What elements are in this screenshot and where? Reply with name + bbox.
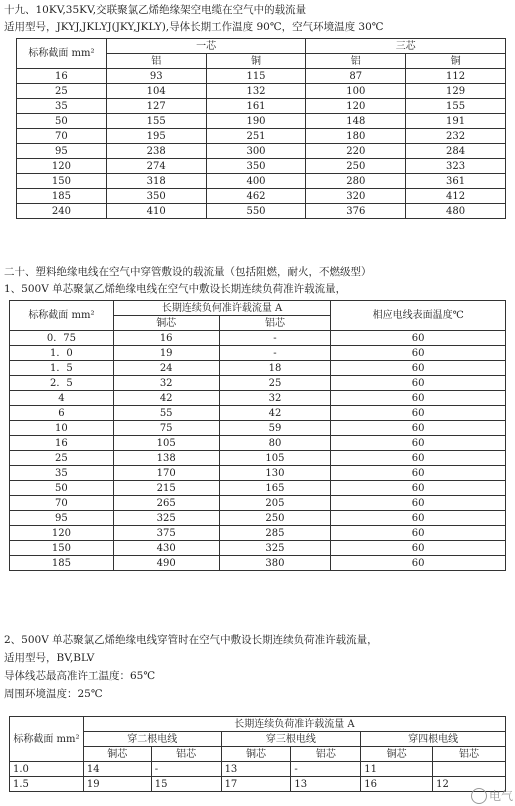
table-row (10, 466, 506, 481)
table-cell: 375 (113, 526, 219, 541)
table-cell: 24 (113, 361, 219, 376)
table-cell: 318 (106, 174, 206, 189)
table-cell: 4 (10, 391, 114, 406)
table-row (10, 451, 506, 466)
header-cu: 铜 (206, 54, 306, 69)
header-cu: 铜芯 (361, 747, 433, 762)
table-row (17, 114, 506, 129)
table-cell: 25 (17, 84, 107, 99)
section20-2-model: 适用型号，BV,BLV (4, 652, 95, 664)
table-cell: 70 (17, 129, 107, 144)
table-cell (433, 762, 506, 777)
table-cell: 60 (331, 421, 506, 436)
table-cell: 148 (306, 114, 406, 129)
table-cell: 95 (17, 144, 107, 159)
table-cell: 70 (10, 496, 114, 511)
table-body (10, 762, 506, 792)
table-cable-ampacity-overhead (16, 38, 506, 219)
table-row (10, 331, 506, 346)
table-body (10, 331, 506, 571)
table-cell: 75 (113, 421, 219, 436)
table-cell: - (219, 346, 331, 361)
header-section: 标称截面 mm² (17, 39, 107, 69)
table-cell: 105 (113, 436, 219, 451)
table-cell: 320 (306, 189, 406, 204)
watermark (471, 787, 513, 805)
table-wire-in-conduit-ampacity (9, 716, 506, 792)
table-cell: 325 (113, 511, 219, 526)
table-row (10, 541, 506, 556)
table-cell: 350 (106, 189, 206, 204)
table-row (10, 777, 506, 792)
table-row (17, 129, 506, 144)
table-cell: 300 (206, 144, 306, 159)
header-cu: 铜芯 (113, 316, 219, 331)
section20-title: 二十、塑料绝缘电线在空气中穿管敷设的载流量（包括阻燃，耐火，不燃级型） (4, 266, 372, 278)
table-cell: 60 (331, 511, 506, 526)
table-cell: 323 (406, 159, 506, 174)
table-row (17, 159, 506, 174)
header-three-core: 三芯 (306, 39, 506, 54)
table-cell: 130 (219, 466, 331, 481)
table-row (10, 391, 506, 406)
table-cell: 60 (331, 496, 506, 511)
header-al: 铝芯 (291, 747, 361, 762)
table-cell: 32 (113, 376, 219, 391)
table-cell: 195 (106, 129, 206, 144)
table-cell: 13 (291, 777, 361, 792)
header-al: 铝芯 (219, 316, 331, 331)
table-cell: 1.5 (10, 777, 84, 792)
table-cell: 12 (433, 777, 506, 792)
table-cell: 16 (361, 777, 433, 792)
table-cell: 1．5 (10, 361, 114, 376)
table-cell: 412 (406, 189, 506, 204)
table-cell: 16 (17, 69, 107, 84)
table-cell: 60 (331, 346, 506, 361)
table-cell: 220 (306, 144, 406, 159)
table-cell: 251 (206, 129, 306, 144)
table-cell: 205 (219, 496, 331, 511)
table-cell: 60 (331, 406, 506, 421)
table-cell: 400 (206, 174, 306, 189)
table-cell: 50 (17, 114, 107, 129)
table-cell: 127 (106, 99, 206, 114)
table-cell: - (151, 762, 221, 777)
header-temp: 相应电线表面温度℃ (331, 301, 506, 331)
table-cell: 80 (219, 436, 331, 451)
table-cell: 155 (106, 114, 206, 129)
table-row (10, 436, 506, 451)
table-cell: 185 (10, 556, 114, 571)
table-cell: 95 (10, 511, 114, 526)
header-al: 铝 (306, 54, 406, 69)
table-cell: 490 (113, 556, 219, 571)
table-cell: 185 (17, 189, 107, 204)
header-three-wires: 穿三根电线 (221, 732, 361, 747)
table-cell: 59 (219, 421, 331, 436)
chat-bubble-icon (471, 788, 487, 804)
table-cell: - (291, 762, 361, 777)
header-section: 标称截面 mm² (10, 301, 114, 331)
table-cell: 60 (331, 481, 506, 496)
table-cell: 430 (113, 541, 219, 556)
table-cell: 19 (113, 346, 219, 361)
table-cell: 155 (406, 99, 506, 114)
table-cell: 60 (331, 331, 506, 346)
table-cell: 284 (406, 144, 506, 159)
table-row (17, 99, 506, 114)
table-cell: 50 (10, 481, 114, 496)
table-row (17, 84, 506, 99)
table-cell: 60 (331, 451, 506, 466)
table-cell: 238 (106, 144, 206, 159)
section20-2-ambient: 周围环境温度：25℃ (4, 688, 103, 700)
table-cell: 17 (221, 777, 291, 792)
table-row (10, 346, 506, 361)
table-row (10, 361, 506, 376)
section20-subtitle: 1、500V 单芯聚氯乙烯绝缘电线在空气中敷设长期连续负荷准许载流量， (4, 283, 347, 295)
table-cell: 60 (331, 436, 506, 451)
section20-2-max-temp: 导体线芯最高准许工温度：65℃ (4, 670, 156, 682)
header-cu: 铜 (406, 54, 506, 69)
table-cell: 462 (206, 189, 306, 204)
table-cell: 161 (206, 99, 306, 114)
table-cell: 325 (219, 541, 331, 556)
table-cell: 87 (306, 69, 406, 84)
table-row (10, 376, 506, 391)
table-cell: 112 (406, 69, 506, 84)
table-cell: 120 (306, 99, 406, 114)
table-cell: 35 (17, 99, 107, 114)
table-cell: 115 (206, 69, 306, 84)
table-cell: 16 (10, 436, 114, 451)
table-cell: 350 (206, 159, 306, 174)
header-al: 铝芯 (433, 747, 506, 762)
table-cell: 42 (113, 391, 219, 406)
table-row (17, 69, 506, 84)
table-cell: 376 (306, 204, 406, 219)
header-al: 铝 (106, 54, 206, 69)
table-row (10, 511, 506, 526)
table-row (10, 421, 506, 436)
header-two-wires: 穿二根电线 (83, 732, 221, 747)
table-cell: - (219, 331, 331, 346)
table-cell: 25 (10, 451, 114, 466)
table-row (10, 556, 506, 571)
table-cell: 250 (219, 511, 331, 526)
table-cell: 215 (113, 481, 219, 496)
table-cell: 10 (10, 421, 114, 436)
table-cell: 13 (221, 762, 291, 777)
header-al: 铝芯 (151, 747, 221, 762)
table-cell: 190 (206, 114, 306, 129)
table-cell: 138 (113, 451, 219, 466)
table-cell: 55 (113, 406, 219, 421)
watermark-text: 电气 (488, 788, 513, 803)
table-cell: 11 (361, 762, 433, 777)
table-cell: 100 (306, 84, 406, 99)
table-cell: 232 (406, 129, 506, 144)
table-row (17, 189, 506, 204)
header-current: 长期连续负荷准许载流量 A (83, 717, 505, 732)
table-cell: 15 (151, 777, 221, 792)
table-cell: 240 (17, 204, 107, 219)
table-cell: 25 (219, 376, 331, 391)
table-cell: 60 (331, 376, 506, 391)
table-row (10, 526, 506, 541)
table-cell: 180 (306, 129, 406, 144)
header-section: 标称截面 mm² (10, 717, 84, 762)
table-cell: 120 (17, 159, 107, 174)
table-cell: 280 (306, 174, 406, 189)
section19-subtitle: 适用型号，JKYJ,JKLYJ(JKY,JKLY),导体长期工作温度 90℃，空气环境温度 30℃ (4, 21, 384, 33)
table-cell: 380 (219, 556, 331, 571)
table-cell: 1.0 (10, 762, 84, 777)
table-cell: 105 (219, 451, 331, 466)
table-cell: 104 (106, 84, 206, 99)
table-cell: 274 (106, 159, 206, 174)
table-cell: 132 (206, 84, 306, 99)
table-row (17, 174, 506, 189)
table-cell: 285 (219, 526, 331, 541)
table-cell: 60 (331, 391, 506, 406)
table-cell: 150 (17, 174, 107, 189)
table-cell: 93 (106, 69, 206, 84)
table-cell: 60 (331, 526, 506, 541)
table-cell: 35 (10, 466, 114, 481)
table-row (10, 406, 506, 421)
header-four-wires: 穿四根电线 (361, 732, 506, 747)
table-cell: 42 (219, 406, 331, 421)
table-cell: 191 (406, 114, 506, 129)
table-cell: 60 (331, 466, 506, 481)
table-single-core-wire-ampacity (9, 300, 506, 571)
table-cell: 19 (83, 777, 151, 792)
table-cell: 120 (10, 526, 114, 541)
header-one-core: 一芯 (106, 39, 306, 54)
table-cell: 550 (206, 204, 306, 219)
table-cell: 165 (219, 481, 331, 496)
table-row (10, 481, 506, 496)
table-cell: 265 (113, 496, 219, 511)
table-cell: 60 (331, 361, 506, 376)
table-cell: 2．5 (10, 376, 114, 391)
table-cell: 480 (406, 204, 506, 219)
header-current: 长期连续负何准许载流量 A (113, 301, 331, 316)
table-row (17, 204, 506, 219)
table-cell: 18 (219, 361, 331, 376)
table-row (10, 762, 506, 777)
table-cell: 60 (331, 541, 506, 556)
table-cell: 16 (113, 331, 219, 346)
table-cell: 32 (219, 391, 331, 406)
section19-title: 十九、10KV,35KV,交联聚氯乙烯绝缘架空电缆在空气中的载流量 (4, 4, 307, 16)
table-body (17, 69, 506, 219)
table-cell: 129 (406, 84, 506, 99)
header-cu: 铜芯 (83, 747, 151, 762)
table-cell: 1．0 (10, 346, 114, 361)
table-cell: 60 (331, 556, 506, 571)
section20-2-title: 2、500V 单芯聚氯乙烯绝缘电线穿管时在空气中敷设长期连续负荷准许载流量， (4, 634, 378, 646)
table-cell: 410 (106, 204, 206, 219)
table-cell: 170 (113, 466, 219, 481)
table-cell: 0．75 (10, 331, 114, 346)
table-cell: 14 (83, 762, 151, 777)
table-cell: 250 (306, 159, 406, 174)
table-cell: 150 (10, 541, 114, 556)
table-row (17, 144, 506, 159)
header-cu: 铜芯 (221, 747, 291, 762)
table-cell: 361 (406, 174, 506, 189)
table-row (10, 496, 506, 511)
table-cell: 6 (10, 406, 114, 421)
